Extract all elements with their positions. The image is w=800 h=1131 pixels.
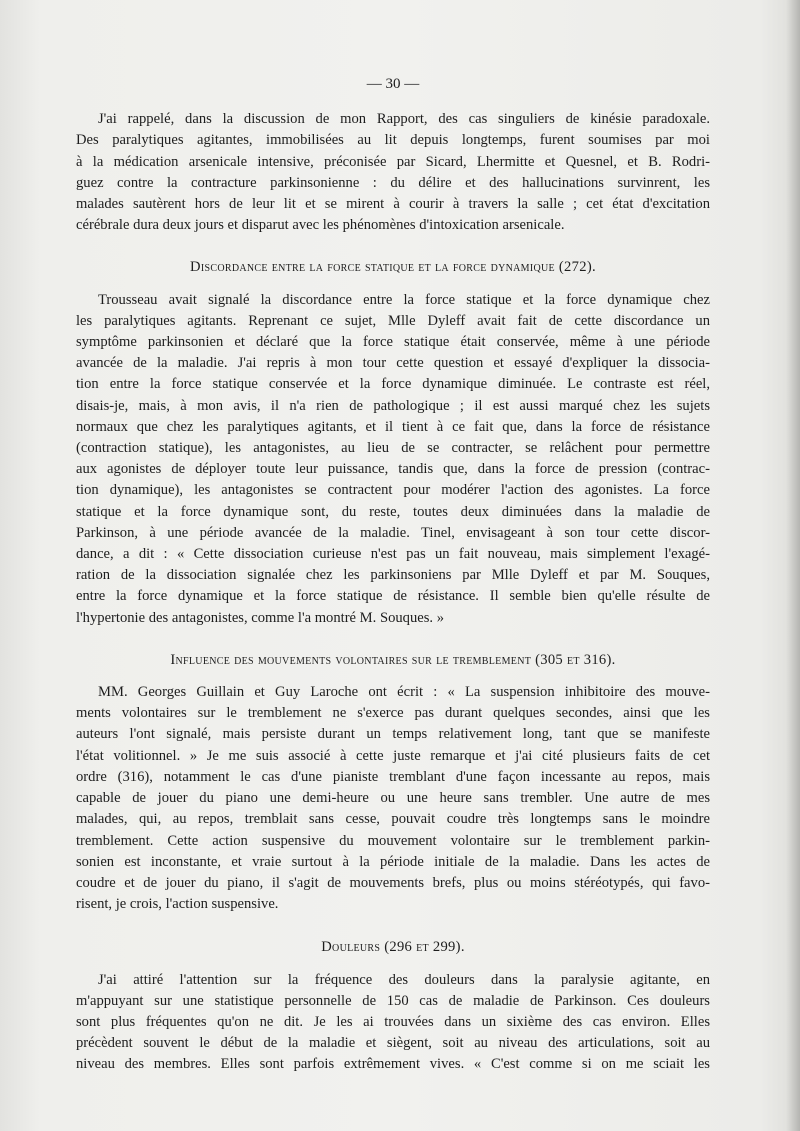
text-line: entre la force dynamique et la force statique de résistance. Il semble bien qu'elle résulte de	[76, 588, 710, 605]
text-line: Trousseau avait signalé la discordance entre la force statique et la force dynamique chez	[98, 291, 710, 308]
text-line: l'état volitionnel. » Je me suis associé à cette juste remarque et j'ai cité plusieurs faits de cet	[76, 747, 710, 764]
text-line: l'hypertonie des antagonistes, comme l'a montré M. Souques. »	[76, 609, 445, 626]
text-line: les paralytiques agitants. Reprenant ce sujet, Mlle Dyleff avait fait de cette discordance un	[76, 312, 710, 329]
text-line: capable de jouer du piano une demi-heure ou une heure sans trembler. Une autre de mes	[76, 790, 710, 807]
text-line: coudre et de jouer du piano, il s'agit de mouvements brefs, plus ou moins stéréotypés, qui favo-	[76, 874, 710, 891]
text-line: malades sautèrent hors de leur lit et se mirent à courir à travers la salle ; cet état d'excitation	[76, 196, 710, 213]
text-line: J'ai rappelé, dans la discussion de mon Rapport, des cas singuliers de kinésie paradoxale.	[98, 111, 710, 128]
text-line: tion entre la force statique conservée et la force dynamique diminuée. Le contraste est réel,	[76, 376, 710, 393]
text-line: malades, qui, au repos, tremblait sans cesse, pouvait coudre très longtemps sans le moindre	[76, 811, 710, 828]
text-line: ordre (316), notamment le cas d'une pianiste tremblant d'une façon incessante au repos, mais	[76, 768, 710, 785]
text-line: m'appuyant sur une statistique personnelle de 150 cas de maladie de Parkinson. Ces douleurs	[76, 992, 710, 1009]
text-line: sont plus fréquentes qu'on ne dit. Je les ai trouvées dans un sixième des cas environ. Elles	[76, 1013, 710, 1030]
text-line: symptôme parkinsonien et déclaré que la force statique était conservée, même à une période	[76, 334, 710, 351]
text-line: risent, je crois, l'action suspensive.	[76, 896, 279, 913]
text-line: normaux que chez les paralytiques agitants, et il tient à ce fait que, dans la force de résistance	[76, 418, 710, 435]
section-heading-force: Discordance entre la force statique et la force dynamique (272).	[190, 259, 596, 276]
page-edge-shadow	[786, 0, 800, 1131]
section-heading-tremblement: Influence des mouvements volontaires sur le tremblement (305 et 316).	[170, 651, 616, 668]
text-line: ments volontaires sur le tremblement ne s'exerce pas durant quelques secondes, ainsi que les	[76, 705, 710, 722]
text-line: (contraction statique), les antagonistes, au lieu de se contracter, se relâchent pour permettre	[76, 440, 710, 457]
text-line: dance, a dit : « Cette dissociation curieuse n'est pas un fait nouveau, mais simplement l'exagé-	[76, 546, 710, 563]
text-line: statique et la force dynamique sont, du reste, toutes deux diminuées dans la maladie de	[76, 503, 710, 520]
section-heading-douleurs: Douleurs (296 et 299).	[321, 939, 465, 956]
page-number: — 30 —	[366, 76, 420, 92]
text-line: niveau des membres. Elles sont parfois extrêmement vives. « C'est comme si on me sciait les	[76, 1056, 710, 1073]
text-line: tion dynamique), les antagonistes se contractent pour modérer l'action des agonistes. La force	[76, 482, 710, 499]
paragraph-kinesie-paradoxale	[76, 109, 710, 236]
text-line: sonien est inconstante, et vraie surtout à la période initiale de la maladie. Dans les actes de	[76, 853, 710, 870]
text-line: avancée de la maladie. J'ai repris à mon tour cette question et essayé d'expliquer la dissocia-	[76, 355, 710, 372]
text-line: tremblement. Cette action suspensive du mouvement volontaire sur le tremblement parkin-	[76, 832, 710, 849]
text-line: MM. Georges Guillain et Guy Laroche ont écrit : « La suspension inhibitoire des mouve-	[98, 684, 710, 701]
page-content	[76, 74, 710, 1076]
text-line: J'ai attiré l'attention sur la fréquence des douleurs dans la paralysie agitante, en	[98, 971, 710, 988]
text-line: Des paralytiques agitantes, immobilisées au lit depuis longtemps, furent soumises par moi	[76, 132, 710, 149]
text-line: guez contre la contracture parkinsonienne : du délire et des hallucinations survinrent, les	[76, 174, 710, 191]
text-line: aux agonistes de déployer toute leur puissance, tandis que, dans la force de pression (contrac-	[76, 461, 710, 478]
text-line: Parkinson, à une période avancée de la maladie. Tinel, envisageant à son tour cette discor-	[76, 524, 710, 541]
paragraph-tremblement	[76, 682, 710, 915]
text-line: cérébrale dura deux jours et disparut avec les phénomènes d'intoxication arsenicale.	[76, 217, 565, 234]
paragraph-douleurs	[76, 970, 710, 1076]
text-line: précèdent souvent le début de la maladie et siègent, soit au niveau des articulations, soit au	[76, 1035, 710, 1052]
text-line: auteurs l'ont signalé, mais persiste durant un temps relativement long, tant que se manifeste	[76, 726, 710, 743]
paragraph-force-statique	[76, 290, 710, 629]
text-line: à la médication arsenicale intensive, préconisée par Sicard, Lhermitte et Quesnel, et B. Rodri-	[76, 153, 710, 170]
text-line: disais-je, mais, à mon avis, il n'a rien de pathologique ; il est aussi marqué chez les sujets	[76, 397, 710, 414]
text-line: ration de la dissociation signalée chez les parkinsoniens par Mlle Dyleff et par M. Souques,	[76, 567, 710, 584]
